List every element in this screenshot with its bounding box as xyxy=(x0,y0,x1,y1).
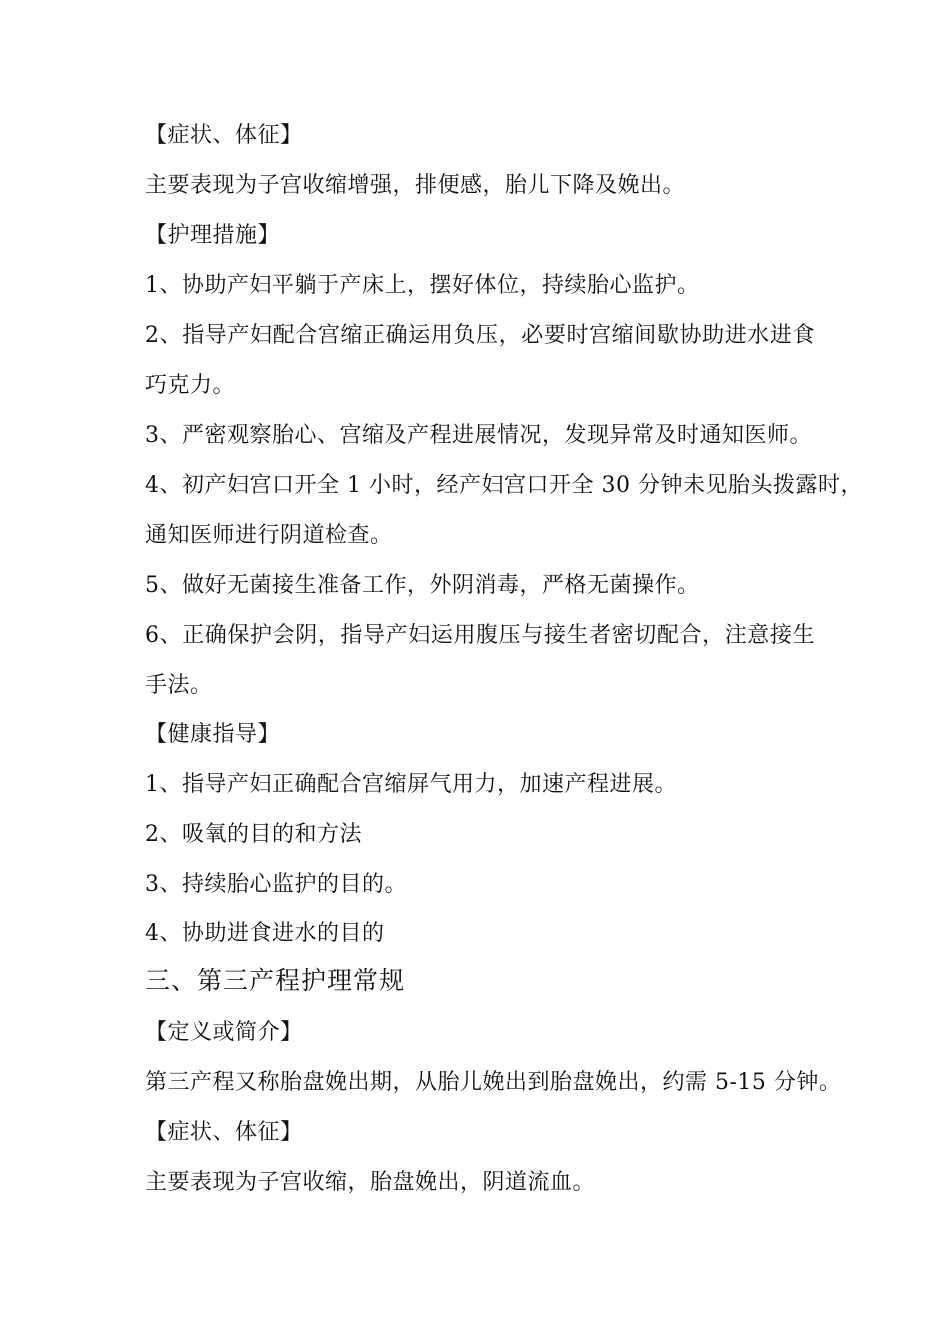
care-item-1: 1、协助产妇平躺于产床上，摆好体位，持续胎心监护。 xyxy=(145,273,700,298)
paragraph-symptoms: 主要表现为子宫收缩增强，排便感，胎儿下降及娩出。 xyxy=(145,173,686,198)
care-item-4-line-2: 通知医师进行阴道检查。 xyxy=(145,523,393,548)
care-item-6-line-2: 手法。 xyxy=(145,673,213,698)
chapter-title-third-stage: 三、第三产程护理常规 xyxy=(145,966,406,995)
care-item-5: 5、做好无菌接生准备工作，外阴消毒，严格无菌操作。 xyxy=(145,573,700,598)
section-heading-symptoms-2: 【症状、体征】 xyxy=(145,1120,303,1145)
care-item-2-line-2: 巧克力。 xyxy=(145,373,236,398)
health-item-4: 4、协助进食进水的目的 xyxy=(145,921,385,946)
health-item-2: 2、吸氧的目的和方法 xyxy=(145,822,362,847)
care-item-3: 3、严密观察胎心、宫缩及产程进展情况，发现异常及时通知医师。 xyxy=(145,423,812,448)
care-item-6-line-1: 6、正确保护会阴，指导产妇运用腹压与接生者密切配合，注意接生 xyxy=(145,623,815,648)
health-item-3: 3、持续胎心监护的目的。 xyxy=(145,872,407,897)
paragraph-symptoms-2: 主要表现为子宫收缩，胎盘娩出，阴道流血。 xyxy=(145,1170,596,1195)
section-heading-care: 【护理措施】 xyxy=(145,223,281,248)
section-heading-definition: 【定义或简介】 xyxy=(145,1020,303,1045)
section-heading-symptoms: 【症状、体征】 xyxy=(145,123,303,148)
care-item-4-line-1: 4、初产妇宫口开全 1 小时，经产妇宫口开全 30 分钟未见胎头拨露时， xyxy=(145,473,863,498)
care-item-2-line-1: 2、指导产妇配合宫缩正确运用负压，必要时宫缩间歇协助进水进食 xyxy=(145,323,815,348)
paragraph-definition: 第三产程又称胎盘娩出期，从胎儿娩出到胎盘娩出，约需 5-15 分钟。 xyxy=(145,1070,842,1095)
section-heading-health: 【健康指导】 xyxy=(145,722,281,747)
health-item-1: 1、指导产妇正确配合宫缩屏气用力，加速产程进展。 xyxy=(145,772,677,797)
